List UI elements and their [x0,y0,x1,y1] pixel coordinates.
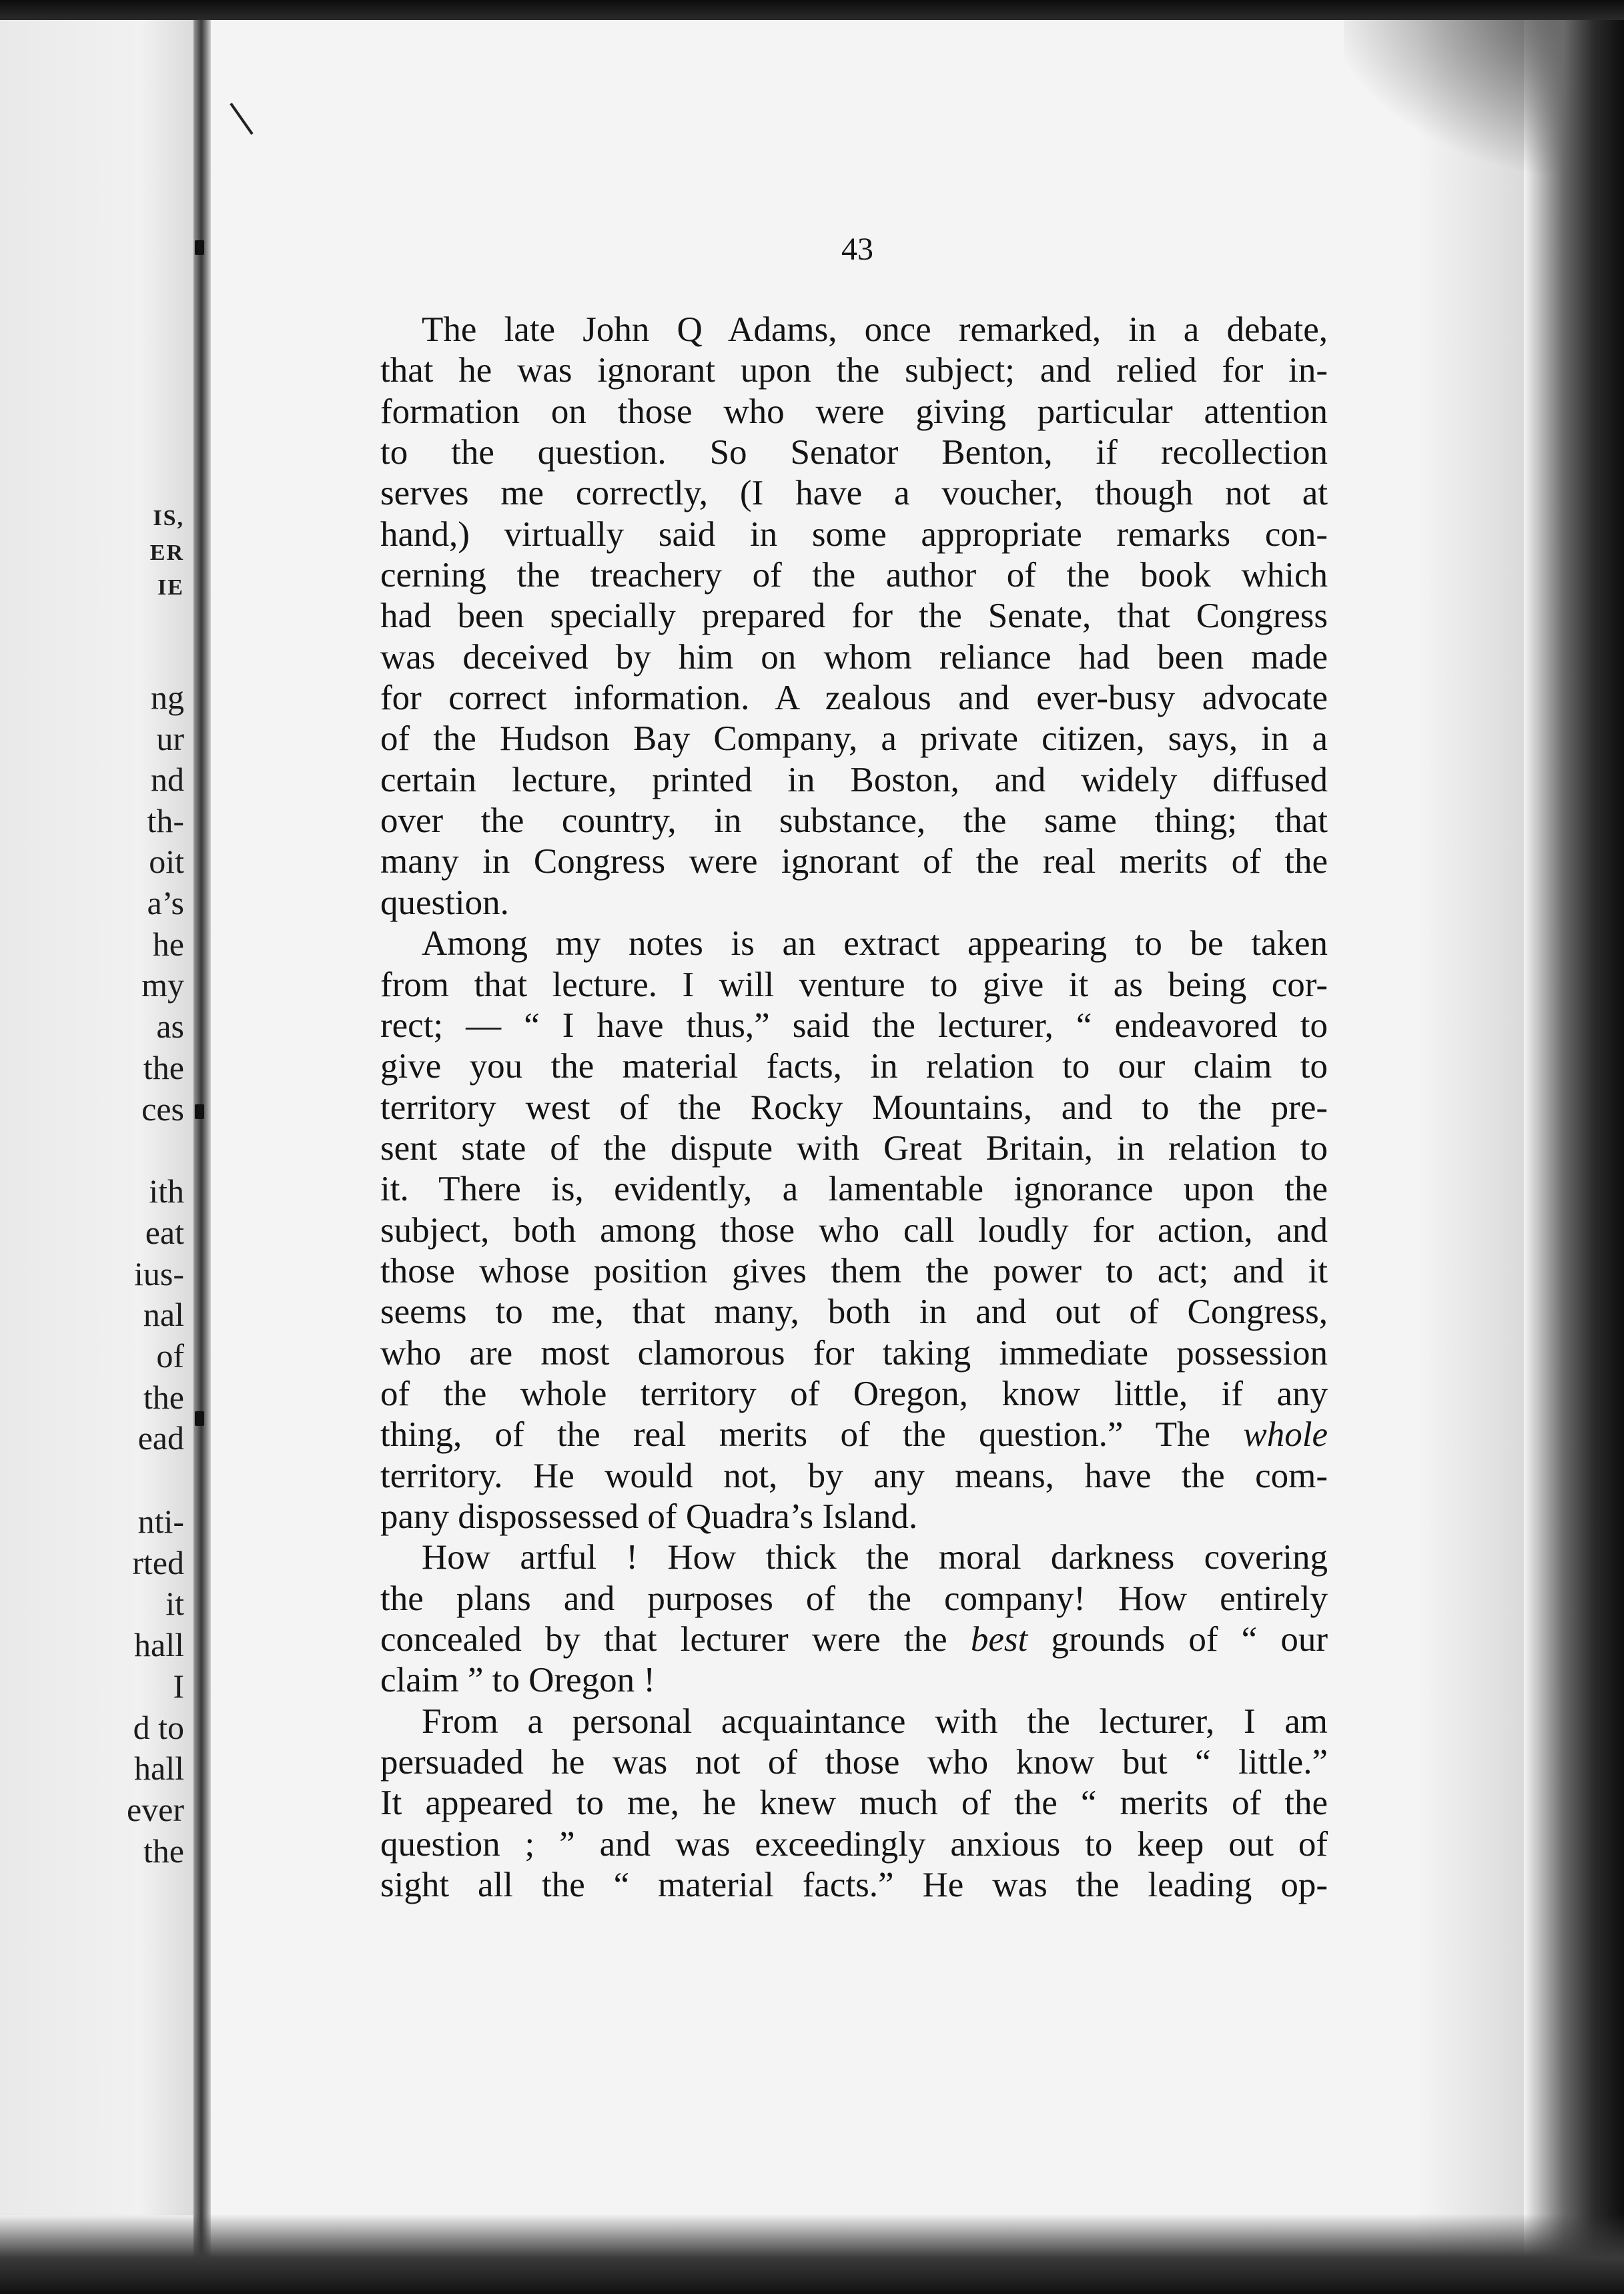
text-line: It appeared to me, he knew much of the “ merits of the [380,1784,1328,1823]
text-line: over the country, in substance, the same thing; that [380,801,1328,841]
left-page-text-fragments [0,0,193,2294]
text-run: thing, of the real merits of the question.” The [380,1415,1244,1455]
text-line: it. There is, evidently, a lamentable ignorance upon the [380,1170,1328,1209]
text-line: The late John Q Adams, once remarked, in a debate, [422,310,1328,349]
left-page-fragment: nd [151,761,184,798]
scan-border-top [0,0,1624,20]
left-page-fragment: ng [151,679,184,716]
text-line: many in Congress were ignorant of the real merits of the [380,842,1328,881]
text-line: subject, both among those who call loudly for action, and [380,1210,1328,1250]
text-line: territory. He would not, by any means, have the com- [380,1456,1328,1495]
text-line: for correct information. A zealous and ever-busy advocate [380,679,1328,718]
text-line: rect; — “ I have thus,” said the lecturer, “ endeavored to [380,1006,1328,1045]
gutter-mark [195,1411,204,1426]
page-edge-shadow [1417,0,1524,2294]
scan-border-right [1524,0,1624,2294]
text-line: formation on those who were giving particular attention [380,392,1328,431]
text-run: concealed by that lecturer were the [380,1620,971,1659]
left-page-fragment: ER [149,540,184,565]
text-line: to the question. So Senator Benton, if recollection [380,433,1328,472]
left-page-fragment: I [173,1667,184,1705]
text-line: certain lecture, printed in Boston, and widely diffused [380,760,1328,799]
text-line: question. [380,883,509,922]
left-page-fragment: nal [143,1296,184,1333]
text-line: How artful ! How thick the moral darkness covering [422,1538,1328,1577]
left-page-fragment: oit [149,843,184,880]
left-page-fragment: ius- [134,1255,184,1292]
text-line: pany dispossessed of Quadra’s Island. [380,1497,918,1536]
text-line: claim ” to Oregon ! [380,1661,656,1700]
left-page-fragment: as [156,1008,184,1045]
left-page-fragment: my [141,966,184,1004]
text-line [380,1415,1328,1455]
left-page-fragment: he [152,925,184,963]
left-page-fragment: ead [137,1419,184,1457]
left-page-fragment: a’s [147,884,184,921]
left-page-fragment: ces [141,1090,184,1128]
left-page-fragment: the [143,1379,184,1416]
scan-border-bottom [0,2214,1624,2294]
text-line: sent state of the dispute with Great Britain, in relation to [380,1128,1328,1168]
left-page-fragment: the [143,1832,184,1870]
left-page-fragment: th- [147,802,184,839]
text-line: the plans and purposes of the company! How entirely [380,1579,1328,1618]
text-line: of the Hudson Bay Company, a private citizen, says, in a [380,719,1328,759]
left-page-fragment: ever [126,1791,184,1828]
text-line: persuaded he was not of those who know but “ little.” [380,1743,1328,1782]
text-line: cerning the treachery of the author of the book which [380,556,1328,595]
text-line: that he was ignorant upon the subject; and relied for in- [380,351,1328,390]
left-page-fragment: d to [133,1709,184,1746]
left-page-fragment: IS, [153,506,184,530]
gutter-mark [195,240,204,255]
left-page-fragment: rted [132,1544,184,1581]
left-page-fragment: the [143,1049,184,1086]
text-line: sight all the “ material facts.” He was the leading op- [380,1866,1328,1905]
text-line: hand,) virtually said in some appropriate remarks con- [380,514,1328,554]
page-number: 43 [841,232,873,267]
left-page-fragment: ith [149,1172,184,1210]
left-page-fragment: nti- [137,1503,184,1540]
text-line: who are most clamorous for taking immediate possession [380,1333,1328,1373]
left-page-fragment: IE [157,575,184,600]
left-page-fragment: ur [156,720,184,757]
text-line: of the whole territory of Oregon, know little, if any [380,1374,1328,1413]
left-page-fragment: eat [145,1214,184,1251]
text-line: was deceived by him on whom reliance had been made [380,637,1328,677]
left-page-fragment: hall [134,1626,184,1663]
text-run: grounds of “ our [1028,1620,1328,1659]
gutter-mark [195,1104,204,1119]
text-line: question ; ” and was exceedingly anxious to keep out of [380,1824,1328,1864]
text-line: from that lecture. I will venture to give it as being cor- [380,965,1328,1004]
left-page-fragment: it [165,1585,184,1622]
left-page-fragment: hall [134,1750,184,1787]
text-line [380,1619,1328,1660]
left-page-fragment: of [156,1337,184,1375]
text-line: give you the material facts, in relation to our claim to [380,1047,1328,1086]
body-text [380,310,1328,1906]
text-line: those whose position gives them the power to act; and it [380,1251,1328,1290]
text-line: had been specially prepared for the Senate, that Congress [380,597,1328,636]
italic-word: best [970,1620,1028,1659]
text-line: Among my notes is an extract appearing to be taken [422,924,1328,964]
text-line: seems to me, that many, both in and out of Congress, [380,1292,1328,1332]
text-line: From a personal acquaintance with the lecturer, I am [422,1701,1328,1741]
text-line: territory west of the Rocky Mountains, and to the pre- [380,1088,1328,1127]
scan-mark [230,103,253,135]
book-gutter [193,0,211,2294]
italic-word: whole [1243,1415,1328,1455]
text-line: serves me correctly, (I have a voucher, though not at [380,474,1328,513]
